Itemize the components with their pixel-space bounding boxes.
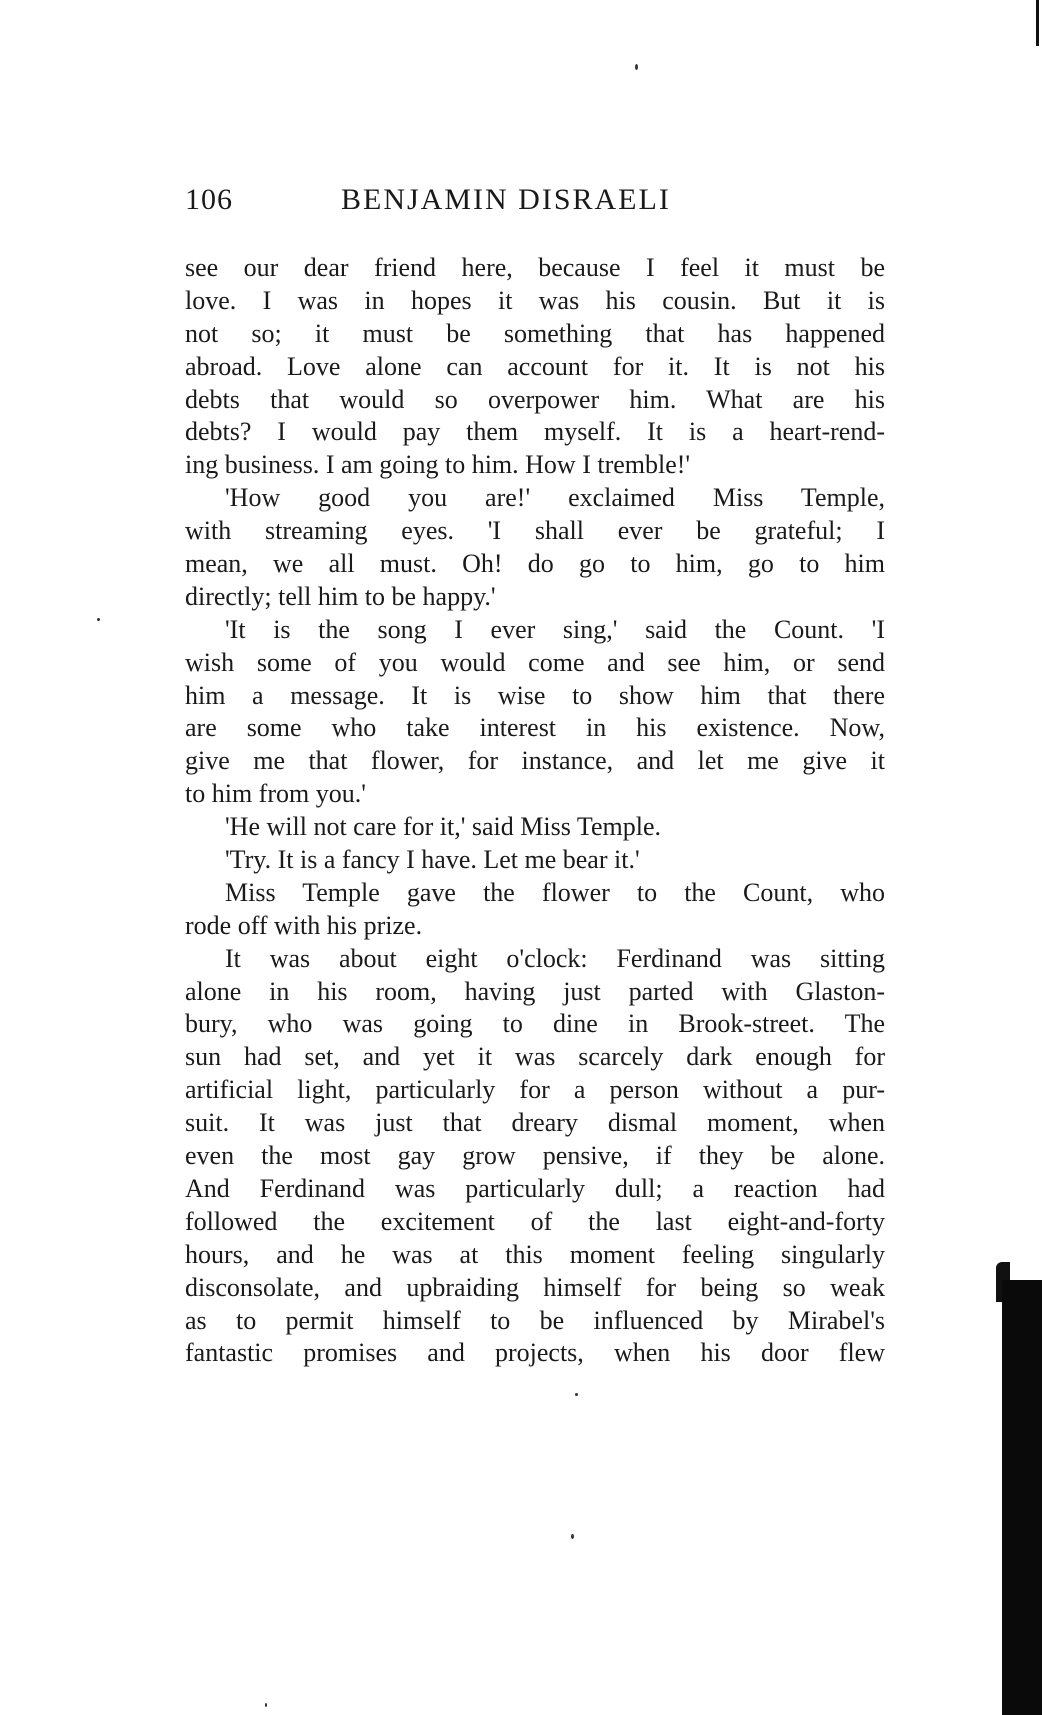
text-line: rode off with his prize. <box>185 910 423 940</box>
scan-speck <box>265 1703 267 1707</box>
scan-speck <box>571 1534 574 1539</box>
text-line: suit. It was just that dreary dismal moment, when <box>185 1108 885 1138</box>
text-line: mean, we all must. Oh! do go to him, go to him <box>185 549 885 579</box>
scan-speck <box>635 64 638 70</box>
text-line: debts? I would pay them myself. It is a heart-rend- <box>185 417 885 447</box>
text-line: ing business. I am going to him. How I tremble!' <box>185 450 691 480</box>
text-line: debts that would so overpower him. What are his <box>185 384 885 414</box>
text-line: abroad. Love alone can account for it. It is not his <box>185 351 885 381</box>
text-line: fantastic promises and projects, when his door flew <box>185 1338 885 1368</box>
running-head <box>185 183 885 227</box>
text-line: to him from you.' <box>185 779 366 809</box>
text-line: love. I was in hopes it was his cousin. But it is <box>185 285 885 315</box>
text-line: as to permit himself to be influenced by Mirabel's <box>185 1305 885 1335</box>
text-line: directly; tell him to be happy.' <box>185 581 496 611</box>
text-line: 'Try. It is a fancy I have. Let me bear it.' <box>225 845 640 875</box>
text-line: 'How good you are!' exclaimed Miss Temple, <box>225 483 885 513</box>
scan-speck <box>575 1393 578 1396</box>
text-line: wish some of you would come and see him, or send <box>185 647 885 677</box>
text-line: hours, and he was at this moment feeling singularly <box>185 1239 885 1269</box>
text-line: bury, who was going to dine in Brook-street. The <box>185 1009 885 1039</box>
text-line: artificial light, particularly for a person without a pur- <box>185 1075 885 1105</box>
text-line: alone in his room, having just parted with Glaston- <box>185 976 885 1006</box>
page-number: 106 <box>185 183 233 216</box>
text-line: It was about eight o'clock: Ferdinand was sitting <box>225 943 885 973</box>
text-line: sun had set, and yet it was scarcely dark enough for <box>185 1042 885 1072</box>
scan-speck <box>97 618 100 621</box>
text-line: 'He will not care for it,' said Miss Temple. <box>225 812 661 842</box>
scan-shadow-edge <box>1002 1280 1042 1715</box>
text-line: see our dear friend here, because I feel it must be <box>185 253 885 282</box>
text-line: not so; it must be something that has happened <box>185 318 885 348</box>
text-line: with streaming eyes. 'I shall ever be grateful; I <box>185 516 885 546</box>
body-text <box>185 252 885 1370</box>
running-title: BENJAMIN DISRAELI <box>341 183 671 216</box>
text-line: give me that flower, for instance, and let me give it <box>185 746 885 776</box>
text-line: him a message. It is wise to show him that there <box>185 680 885 710</box>
text-line: are some who take interest in his existence. Now, <box>185 713 885 743</box>
text-line: followed the excitement of the last eight-and-forty <box>185 1206 885 1236</box>
scan-edge-mark <box>1036 0 1039 46</box>
text-line: 'It is the song I ever sing,' said the Count. 'I <box>225 614 885 644</box>
text-line: even the most gay grow pensive, if they be alone. <box>185 1141 885 1171</box>
text-line: Miss Temple gave the flower to the Count, who <box>225 877 885 907</box>
text-line: disconsolate, and upbraiding himself for being so weak <box>185 1272 885 1302</box>
text-line: And Ferdinand was particularly dull; a reaction had <box>185 1173 885 1203</box>
